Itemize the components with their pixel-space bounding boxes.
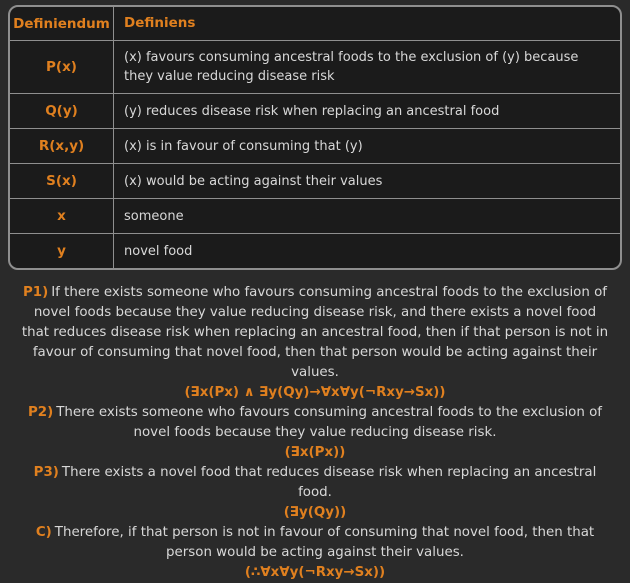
table-row xyxy=(10,93,620,128)
definiens-cell: (y) reduces disease risk when replacing an ancestral food xyxy=(124,103,500,119)
premise-p2-label: P2) xyxy=(27,405,54,420)
definiendum-cell: P(x) xyxy=(10,41,114,93)
premise-p3-formula: (∃y(Qy)) xyxy=(283,505,347,520)
argument-section xyxy=(20,283,610,583)
definiendum-cell: Q(y) xyxy=(10,94,114,128)
conclusion-label: C) xyxy=(35,525,52,540)
conclusion-formula: (∴∀x∀y(¬Rxy→Sx)) xyxy=(244,565,386,580)
column-header-definiens: Definiens xyxy=(124,15,196,31)
premise-p1 xyxy=(20,283,610,383)
definiendum-cell: R(x,y) xyxy=(10,129,114,163)
premise-p1-label: P1) xyxy=(22,285,49,300)
definiendum-cell: y xyxy=(10,234,114,268)
conclusion xyxy=(20,523,610,563)
definitions-table xyxy=(8,5,622,270)
table-row xyxy=(10,233,620,268)
table-row xyxy=(10,40,620,93)
column-header-definiendum: Definiendum xyxy=(10,7,114,40)
table-row xyxy=(10,163,620,198)
premise-p1-text: If there exists someone who favours consuming ancestral foods to the exclusion of novel foods because they value reducing disease risk, and there exists a novel food that reduces disease risk when replacing an ancestral food, then if that person is not in favour of consuming that novel food, then that person would be acting against their values. xyxy=(21,285,609,380)
premise-p2-formula: (∃x(Px)) xyxy=(284,445,346,460)
premise-p3-text: There exists a novel food that reduces disease risk when replacing an ancestral food. xyxy=(61,465,597,500)
premise-p2 xyxy=(20,403,610,443)
premise-p1-formula: (∃x(Px) ∧ ∃y(Qy)→∀x∀y(¬Rxy→Sx)) xyxy=(184,385,446,400)
definiens-cell: (x) is in favour of consuming that (y) xyxy=(124,138,363,154)
table-header-row xyxy=(10,7,620,40)
table-row xyxy=(10,198,620,233)
definiens-cell: novel food xyxy=(124,243,193,259)
table-row xyxy=(10,128,620,163)
definiens-cell: (x) favours consuming ancestral foods to the exclusion of (y) because they value reducing disease risk xyxy=(124,50,579,84)
definiens-cell: someone xyxy=(124,208,184,224)
definiens-cell: (x) would be acting against their values xyxy=(124,173,383,189)
premise-p3 xyxy=(20,463,610,503)
definiendum-cell: S(x) xyxy=(10,164,114,198)
premise-p2-text: There exists someone who favours consuming ancestral foods to the exclusion of novel foods because they value reducing disease risk. xyxy=(56,405,603,440)
premise-p3-label: P3) xyxy=(33,465,59,480)
conclusion-text: Therefore, if that person is not in favour of consuming that novel food, then that person would be acting against their values. xyxy=(54,525,595,560)
definiendum-cell: x xyxy=(10,199,114,233)
